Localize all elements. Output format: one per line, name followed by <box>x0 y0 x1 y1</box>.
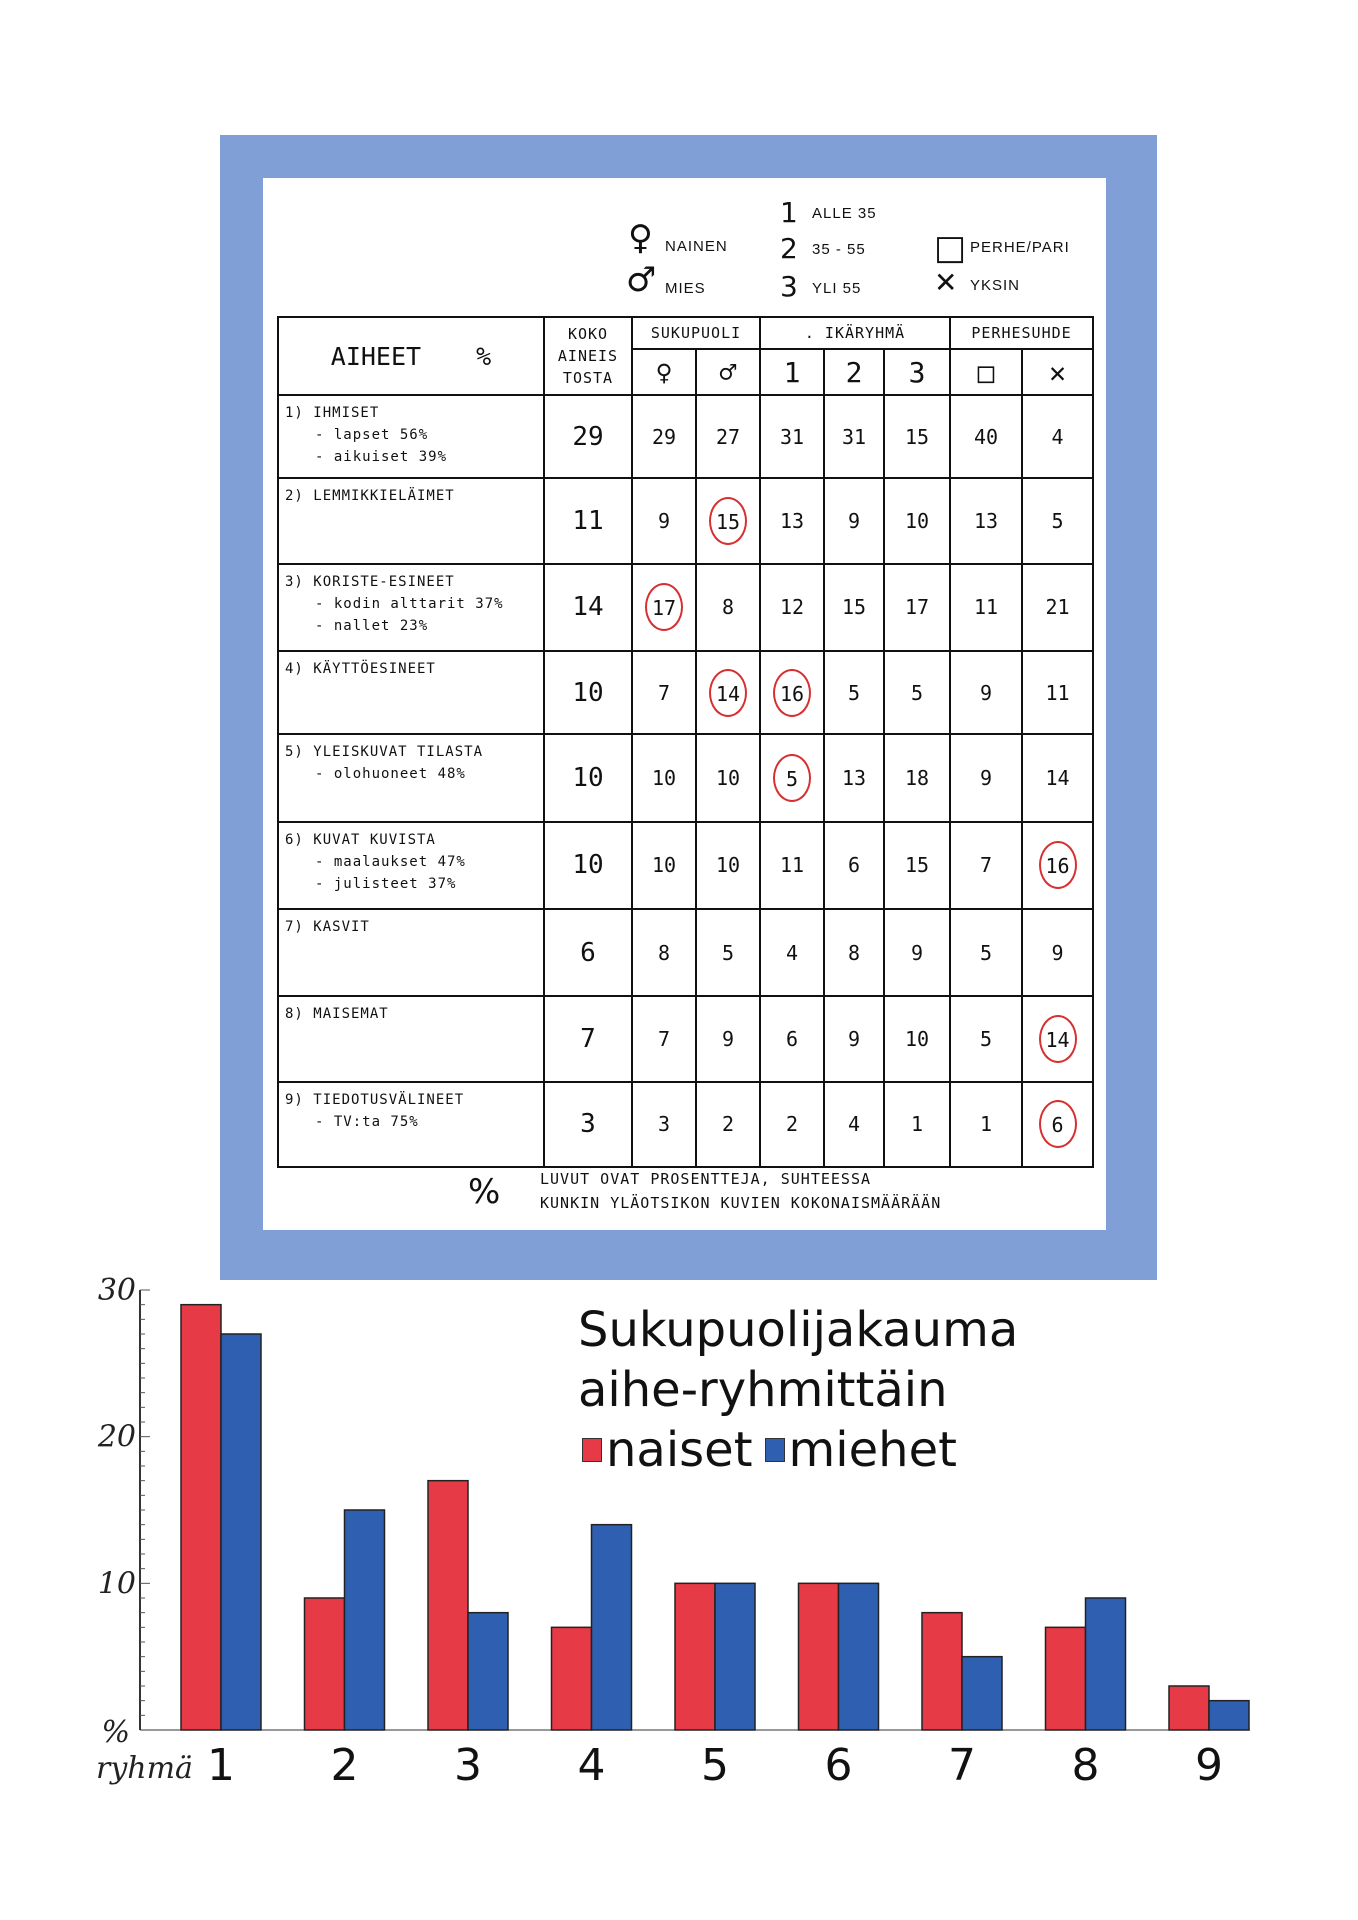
circled-value: 14 <box>709 669 747 717</box>
cell-value: 14 <box>1045 765 1070 790</box>
cell-value: 40 <box>973 424 999 449</box>
bar-miehet <box>221 1334 261 1730</box>
header-age: . IKÄRYHMÄ <box>760 317 950 349</box>
cell-value: 9 <box>910 940 924 965</box>
cell-value: 11 <box>779 853 805 878</box>
cell-value: 6 <box>580 937 596 968</box>
cell-value: 15 <box>904 424 930 449</box>
bar-miehet <box>962 1657 1002 1730</box>
cell-value: 9 <box>980 765 993 790</box>
cell-value: 5 <box>980 1026 993 1051</box>
male-symbol: ♂ <box>626 260 657 300</box>
age-label-1: ALLE 35 <box>812 205 877 222</box>
cell-value: 9 <box>847 508 861 533</box>
cell-value: 10 <box>904 1026 930 1051</box>
row-topic-title: 6) KUVAT KUVISTA <box>285 831 436 848</box>
cell-value: 13 <box>973 508 999 533</box>
footnote-line-2: KUNKIN YLÄOTSIKON KUVIEN KOKONAISMÄÄRÄÄN <box>540 1194 942 1212</box>
circled-value: 16 <box>773 669 811 717</box>
footnote-pct: % <box>468 1172 501 1212</box>
header-topic-text: AIHEET <box>330 341 422 371</box>
cell-value: 7 <box>657 1026 671 1051</box>
y-tick-label: 30 <box>97 1273 136 1308</box>
cell-value: 11 <box>1045 680 1070 705</box>
cell-value: 31 <box>841 424 867 449</box>
cell-value: 29 <box>651 424 677 449</box>
category-label: 8 <box>1071 1740 1100 1791</box>
legend-swatch-naiset <box>582 1438 602 1462</box>
cell-value: 10 <box>572 677 604 708</box>
age-num-1: 1 <box>780 196 798 229</box>
cell-value: 7 <box>980 853 993 878</box>
row-topic-sub: - lapset 56% <box>315 427 429 443</box>
cell-value: 5 <box>910 680 924 705</box>
legend-label-miehet: miehet <box>788 1422 957 1478</box>
bar-naiset <box>1046 1627 1086 1730</box>
cell-value: 10 <box>651 853 677 878</box>
cell-value: 11 <box>973 595 999 620</box>
circled-value: 14 <box>1039 1015 1077 1063</box>
cell-value: 7 <box>657 680 671 705</box>
bar-naiset <box>552 1627 592 1730</box>
cell-value: 9 <box>657 508 671 533</box>
y-tick-label: 20 <box>97 1419 136 1455</box>
category-label: 6 <box>824 1740 853 1791</box>
single-label: YKSIN <box>970 277 1021 294</box>
category-label: 5 <box>701 1740 729 1791</box>
cell-value: 12 <box>779 595 805 620</box>
cell-value: 15 <box>904 853 930 878</box>
circled-value: 15 <box>709 497 747 545</box>
male-label: MIES <box>665 280 706 297</box>
row-topic-title: 1) IHMISET <box>285 405 380 421</box>
header-family-pair: □ <box>950 349 1022 395</box>
header-female: ♀ <box>632 349 696 395</box>
header-koko-2: AINEIS <box>557 347 619 365</box>
age-num-2: 2 <box>780 232 798 265</box>
footnote-line-1: LUVUT OVAT PROSENTTEJA, SUHTEESSA <box>540 1170 872 1188</box>
row-topic-sub: - maalaukset 47% <box>315 853 466 870</box>
bar-miehet <box>345 1510 385 1730</box>
legend-swatch-miehet <box>765 1438 785 1462</box>
cell-value: 9 <box>721 1026 735 1051</box>
cell-value: 1 <box>980 1112 993 1137</box>
category-label: 1 <box>207 1740 235 1791</box>
bar-miehet <box>1209 1701 1249 1730</box>
legend-label-naiset: naiset <box>606 1422 753 1478</box>
cell-value: 6 <box>785 1026 799 1051</box>
cell-value: 3 <box>657 1112 671 1137</box>
y-axis-label: % <box>101 1715 130 1750</box>
header-age-3: 3 <box>884 349 950 395</box>
cell-value: 27 <box>715 424 741 449</box>
female-label: NAINEN <box>665 238 728 255</box>
age-num-3: 3 <box>780 270 798 303</box>
header-koko-1: KOKO <box>567 325 609 343</box>
bar-miehet <box>715 1583 755 1730</box>
family-label: PERHE/PARI <box>970 239 1070 256</box>
header-age-2: 2 <box>824 349 884 395</box>
circled-value: 16 <box>1039 841 1077 889</box>
category-label: 2 <box>330 1740 359 1791</box>
cell-value: 4 <box>785 940 799 965</box>
header-koko-3: TOSTA <box>562 369 614 387</box>
cell-value: 4 <box>847 1112 861 1137</box>
row-topic-sub: - olohuoneet 48% <box>315 766 466 783</box>
cell-value: 15 <box>841 595 867 620</box>
cell-value: 7 <box>580 1023 596 1054</box>
bar-miehet <box>592 1525 632 1730</box>
row-topic-sub: - aikuiset 39% <box>315 449 448 465</box>
bar-miehet <box>1086 1598 1126 1730</box>
row-topic-title: 2) LEMMIKKIELÄIMET <box>285 488 455 505</box>
cell-value: 10 <box>904 508 930 533</box>
header-male: ♂ <box>696 349 760 395</box>
cell-value: 10 <box>715 853 741 878</box>
cell-value: 31 <box>779 424 805 449</box>
chart-title-line-1: Sukupuolijakauma <box>578 1302 1019 1358</box>
category-label: 3 <box>454 1740 482 1791</box>
row-topic-sub: - TV:ta 75% <box>315 1113 419 1130</box>
cell-value: 18 <box>904 765 930 790</box>
cell-value: 29 <box>572 421 604 452</box>
cell-value: 13 <box>779 508 805 533</box>
chart-title <box>578 1300 1018 1480</box>
header-pct: % <box>476 341 492 371</box>
cell-value: 2 <box>785 1112 799 1137</box>
cell-value: 9 <box>1051 940 1064 965</box>
cell-value: 2 <box>721 1112 735 1137</box>
circled-value: 17 <box>645 583 683 631</box>
single-symbol: ✕ <box>934 266 958 299</box>
chart-title-line-2: aihe-ryhmittäin <box>578 1362 948 1418</box>
cell-value: 8 <box>657 940 671 965</box>
age-label-2: 35 - 55 <box>812 241 866 258</box>
row-topic-title: 7) KASVIT <box>285 918 370 935</box>
chart-legend <box>578 1420 1018 1480</box>
cell-value: 9 <box>980 680 993 705</box>
cell-value: 10 <box>572 762 604 793</box>
cell-value: 8 <box>847 940 861 965</box>
cell-value: 5 <box>721 940 735 965</box>
cell-value: 1 <box>910 1112 924 1137</box>
bar-naiset <box>1169 1686 1209 1730</box>
bar-naiset <box>181 1305 221 1730</box>
cell-value: 13 <box>841 765 867 790</box>
cell-value: 9 <box>847 1026 861 1051</box>
family-symbol: □ <box>934 228 967 268</box>
category-label: 9 <box>1195 1740 1223 1791</box>
header-single: ✕ <box>1022 349 1093 395</box>
bar-naiset <box>305 1598 345 1730</box>
cell-value: 5 <box>980 940 993 965</box>
female-symbol: ♀ <box>628 218 653 258</box>
category-label: 4 <box>577 1740 606 1791</box>
row-topic-title: 8) MAISEMAT <box>285 1006 389 1023</box>
cell-value: 11 <box>572 505 604 536</box>
y-tick-label: 10 <box>97 1566 136 1602</box>
row-topic-title: 9) TIEDOTUSVÄLINEET <box>285 1091 465 1108</box>
row-topic-sub: - julisteet 37% <box>315 875 457 892</box>
cell-value: 10 <box>572 850 604 881</box>
cell-value: 8 <box>721 595 735 620</box>
bar-naiset <box>428 1481 468 1730</box>
row-topic-title: 5) YLEISKUVAT TILASTA <box>285 744 484 761</box>
cell-value: 5 <box>847 680 861 705</box>
header-family: PERHESUHDE <box>950 317 1093 349</box>
header-age-1: 1 <box>760 349 824 395</box>
cell-value: 21 <box>1045 595 1070 620</box>
cell-value: 6 <box>847 853 861 878</box>
row-topic-title: 4) KÄYTTÖESINEET <box>285 660 436 677</box>
x-axis-label: ryhmä <box>96 1751 193 1786</box>
bar-naiset <box>799 1583 839 1730</box>
cell-value: 17 <box>904 595 930 620</box>
age-label-3: YLI 55 <box>812 280 862 297</box>
cell-value: 3 <box>580 1109 596 1140</box>
category-label: 7 <box>948 1740 976 1791</box>
row-topic-sub: - kodin alttarit 37% <box>315 595 504 612</box>
cell-value: 5 <box>1051 508 1064 533</box>
bar-naiset <box>675 1583 715 1730</box>
bar-miehet <box>468 1613 508 1730</box>
cell-value: 4 <box>1051 424 1064 449</box>
cell-value: 10 <box>715 765 741 790</box>
bar-naiset <box>922 1613 962 1730</box>
row-topic-title: 3) KORISTE-ESINEET <box>285 573 455 590</box>
cell-value: 14 <box>572 592 604 623</box>
header-gender: SUKUPUOLI <box>632 317 760 349</box>
circled-value: 6 <box>1039 1100 1077 1148</box>
cell-value: 10 <box>651 765 677 790</box>
row-topic-sub: - nallet 23% <box>315 617 429 634</box>
bar-miehet <box>839 1583 879 1730</box>
circled-value: 5 <box>773 754 811 802</box>
